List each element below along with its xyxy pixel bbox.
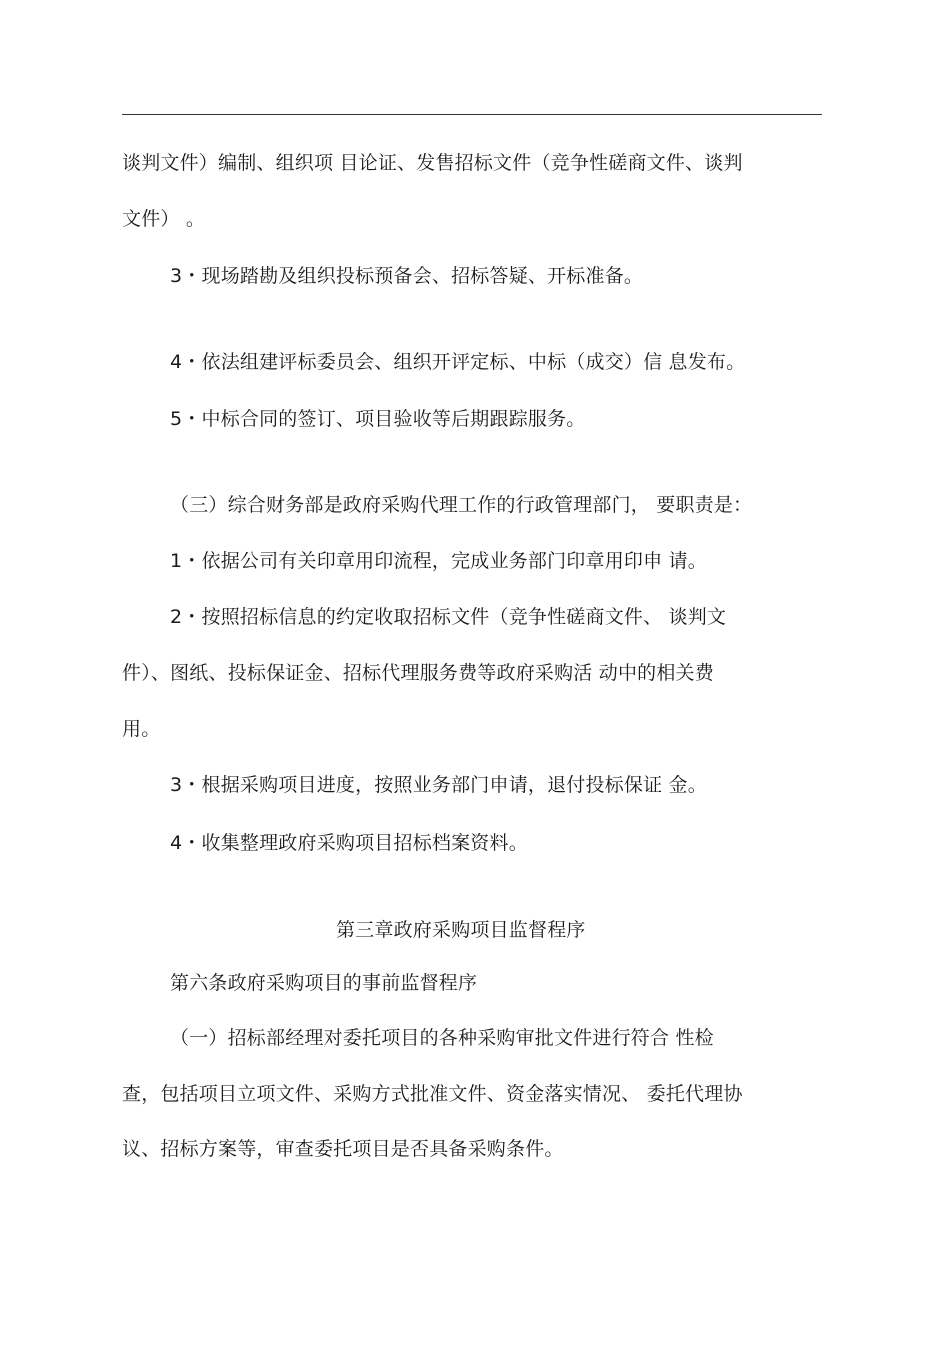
body-line: 谈判文件）编制、组织项 目论证、发售招标文件（竞争性磋商文件、谈判 [122,152,743,174]
header-rule [122,114,822,115]
list-item: 4・收集整理政府采购项目招标档案资料。 [170,832,528,854]
body-line: 文件） 。 [122,208,206,230]
article-title: 第六条政府采购项目的事前监督程序 [170,972,478,994]
chapter-title: 第三章政府采购项目监督程序 [336,919,586,941]
list-item: 1・依据公司有关印章用印流程，完成业务部门印章用印申 请。 [170,550,707,572]
list-item: 3・根据采购项目进度，按照业务部门申请，退付投标保证 金。 [170,774,707,796]
section-heading: （三）综合财务部是政府采购代理工作的行政管理部门， 要职责是： [170,494,753,516]
list-item: 5・中标合同的签订、项目验收等后期跟踪服务。 [170,408,586,430]
list-item: 3・现场踏勘及组织投标预备会、招标答疑、开标准备。 [170,265,644,287]
body-line: 用。 [122,718,161,740]
body-line: 件）、图纸、投标保证金、招标代理服务费等政府采购活 动中的相关费 [122,662,714,684]
list-item: 2・按照招标信息的约定收取招标文件（竞争性磋商文件、 谈判文 [170,606,727,628]
list-item: 4・依法组建评标委员会、组织开评定标、中标（成交）信 息发布。 [170,351,746,373]
body-line: （一）招标部经理对委托项目的各种采购审批文件进行符合 性检 [170,1027,714,1049]
body-line: 议、招标方案等，审查委托项目是否具备采购条件。 [122,1138,564,1160]
body-line: 查，包括项目立项文件、采购方式批准文件、资金落实情况、 委托代理协 [122,1083,743,1105]
